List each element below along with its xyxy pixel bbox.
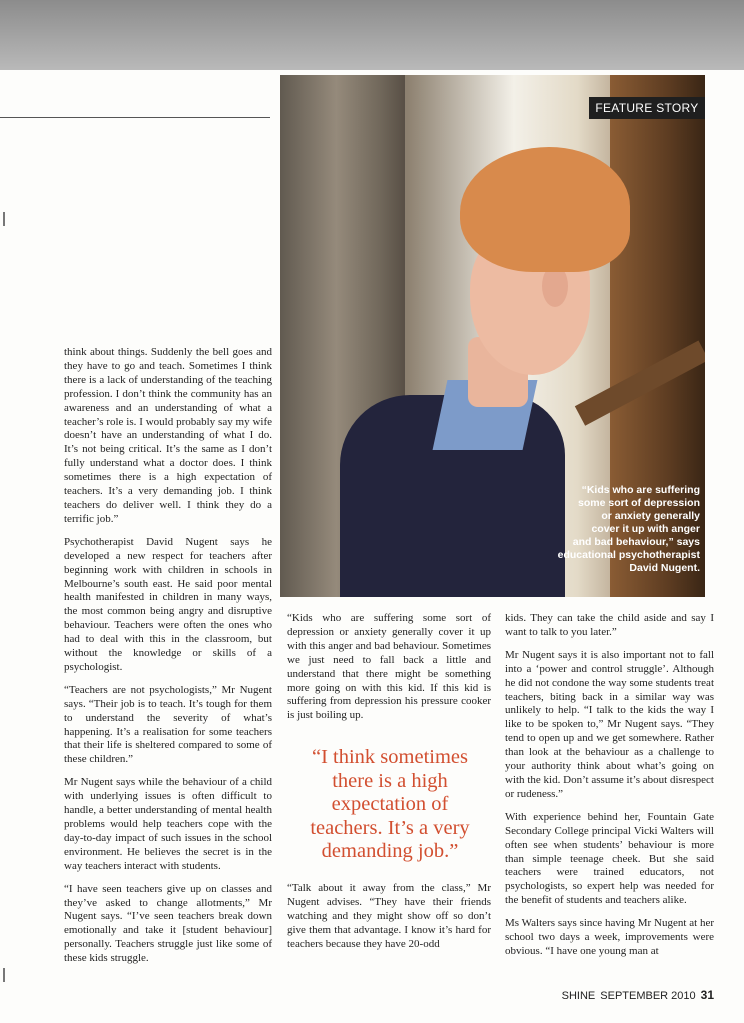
paragraph: Mr Nugent says while the behaviour of a child with underlying issues is often difficult to handle, a better understanding of mental health problems would help teachers cope with the day-to-day impact of such issues in the school environment. He believes the secret is in the way teachers interact with students. [64,776,272,872]
section-badge: FEATURE STORY [589,97,705,119]
binding-mark [3,212,5,226]
page-footer [562,988,714,1002]
binding-mark [3,968,5,982]
publication-name: SHINE [561,990,596,1002]
article-column-3 [505,612,714,968]
page-number: 31 [700,988,714,1002]
caption-line: some sort of depression [578,497,700,509]
paragraph: With experience behind her, Fountain Gate Secondary College principal Vicki Walters will often see when students’ behaviour is more than simple teenage cheek. But she said teachers were trained educators, not psychologists, so expert help was needed for the benefit of students and teachers alike. [505,810,714,907]
pull-quote: “I think sometimes there is a high expectation of teachers. It’s a very demanding job.” [310,746,470,862]
caption-line: “Kids who are suffering [581,484,700,496]
article-column-2-continued [287,882,491,961]
article-column-2 [287,612,491,732]
caption-line: cover it up with anger [591,523,700,535]
scanner-edge [0,0,744,70]
paragraph: Ms Walters says since having Mr Nugent at her school two days a week, improvements were obvious. “I have one young man at [505,917,714,957]
paragraph: “Talk about it away from the class,” Mr Nugent advises. “They have their friends watching and they might show off so don’t give them that advantage. I know it’s hard for teachers because they have 20-odd [287,882,491,950]
article-column-1 [64,346,272,975]
boy-hair [460,147,630,272]
paragraph: kids. They can take the child aside and say I want to talk to you later.” [505,612,714,638]
paragraph: “I have seen teachers give up on classes and they’ve asked to change allotments,” Mr Nugent says. “I’ve seen teachers break down emotionally and take it [student behaviour] personally. Teachers struggle just like some of these kids struggle. [64,882,272,965]
caption-line: David Nugent. [629,562,700,574]
top-rule [0,117,270,118]
paragraph: “Kids who are suffering some sort of depression or anxiety generally cover it up with this anger and bad behaviour. Sometimes we just need to fall back a little and understand that there might be something more going on with this kid. If this kid is suffering from depression his pressure cooker is just boiling up. [287,612,491,722]
paragraph: think about things. Suddenly the bell goes and they have to go and teach. Sometimes I think there is a lack of understanding of the teaching profession. I don’t think the community has an awareness and an understanding of what a teacher’s role is. I would probably say my wife doesn’t have an understanding of what I do. It’s not being critical. It’s the same as I don’t fully understand what a doctor does. I think sometimes there is a high expectation of teachers. It’s a very demanding job. I think teachers do deliver well. I think they do a terrific job.” [64,346,272,525]
paragraph: Psychotherapist David Nugent says he developed a new respect for teachers after beginning work with children in schools in Melbourne’s south east. He said poor mental health manifested in children in many ways, the most common being angry and disruptive behaviour. Teachers were often the ones who had to deal with this in the classroom, but without the knowledge or skills of a psychologist. [64,535,272,673]
paragraph: Mr Nugent says it is also important not to fall into a ‘power and control struggle’. Although he did not condone the way some students treat teachers, biting back in a similar way was unlikely to help. “I talk to the kids the way I like to be spoken to,” Mr Nugent says. “They tend to open up and we get somewhere. Rather than look at the behaviour as a challenge to your authority think about what’s going on with the kid. Don’t assume it’s about disrespect or rudeness.” [505,648,714,800]
issue-date: SEPTEMBER 2010 [600,990,696,1002]
caption-line: and bad behaviour,” says [572,536,700,548]
photo-caption [545,484,700,575]
caption-line: educational psychotherapist [557,549,700,561]
caption-line: or anxiety generally [601,510,700,522]
paragraph: “Teachers are not psychologists,” Mr Nugent says. “Their job is to teach. It’s tough for them to understand the severity of what’s happening. It’s a realisation for some teachers that their life is sheltered compared to some of these children.” [64,683,272,766]
